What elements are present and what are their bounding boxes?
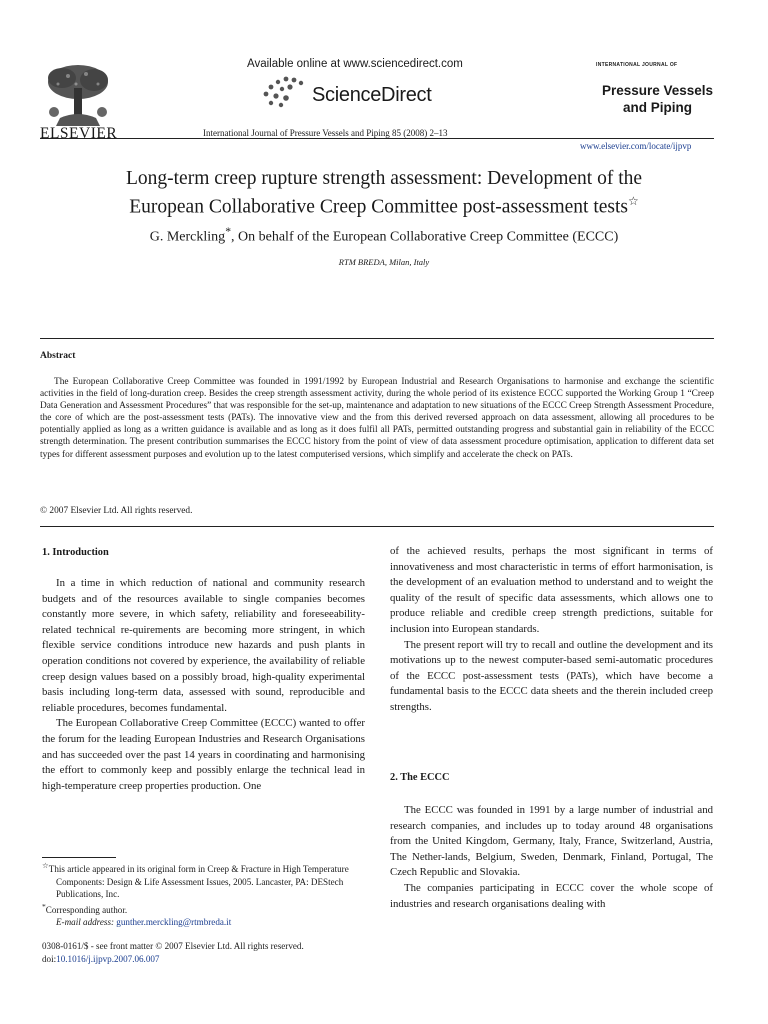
affiliation: RTM BREDA, Milan, Italy [338,257,430,267]
doi-link[interactable]: 10.1016/j.ijpvp.2007.06.007 [56,954,160,964]
journal-citation: International Journal of Pressure Vessels and Piping 85 (2008) 2–13 [203,128,448,138]
intro-paragraph-2: The European Collaborative Creep Committee (ECCC) wanted to offer the forum for the leading European Industries and Research Organisations and has succeeded over the past 14 years in coordinating and harmonising the effort to commonly keep and possibly enlarge the technical lead in high-temperature creep properties production. One [42,717,365,792]
journal-logo-title [600,82,715,116]
intro-paragraph-3: The present report will try to recall and outline the development and its motivations up to the newest computer-based semi-automatic procedures of the ECCC post-assessment tests (PATs), which have become a fundamental basis to the ECCC data sheets and the therein included creep strengths. [390,638,713,713]
title-footnote-mark[interactable]: ☆ [628,194,639,208]
abstract-copyright: © 2007 Elsevier Ltd. All rights reserved. [40,506,193,516]
front-matter [42,940,372,966]
section-heading-introduction: 1. Introduction [42,547,109,558]
email-link[interactable]: gunther.merckling@rtmbreda.it [116,917,232,928]
journal-title-line-1: Pressure Vessels [601,83,714,98]
footnote-1-mark: ☆ [42,861,49,870]
intro-paragraph-1: In a time in which reduction of national and community research budgets and of the resources available to single companies becomes constantly more severe, in which safety, reliability and foreseeability-related technical re-quirements are becoming more stringent, in which flexible service conditions introduce new hazards and push plants in operation conditions not covered by experience, the availability of reliable creep design values based on a possibly broad, high-quality experimental basis including long-term data, assessed with sound, reproducible and reliable procedures, becomes fundamental. [42,577,365,714]
abstract-heading: Abstract [40,351,76,361]
footnote-divider [42,857,116,858]
footnote-1-text: This article appeared in its original form in Creep & Fracture in High Temperature Components: Design & Life Assessment Issues, 2005. Lancaster, PA: DEStech Publications, Inc. [48,864,349,900]
eccc-paragraph-1: The ECCC was founded in 1991 by a large number of industrial and research companies, and includes up to today around 48 organisations from the United Kingdom, Germany, Italy, France, Switzerland, Austria, The Nether-lands, Belgium, Sweden, Denmark, Finland, Portugal, The Czech Republic and Slovakia. [390,804,713,879]
abstract-bottom-divider [40,526,714,527]
author-name: G. Merckling [149,229,226,245]
eccc-paragraph-2: The companies participating in ECCC cover the whole scope of industries and research organisations dealing with [390,881,713,910]
title-line-1: Long-term creep rupture strength assessment: Development of the [125,168,643,189]
elsevier-tree-logo-icon [40,62,116,128]
title-line-2: European Collaborative Creep Committee post-assessment tests [129,196,628,218]
author-affiliation-body: , On behalf of the European Collaborative Creep Committee (ECCC) [231,229,619,245]
right-column-bottom [390,803,713,912]
email-label: E-mail address: [56,917,115,928]
abstract-top-divider [40,338,714,339]
header-divider [40,138,714,139]
sciencedirect-dots-icon [262,74,310,108]
journal-url-link[interactable]: www.elsevier.com/locate/ijpvp [580,141,692,151]
email-line [42,916,372,929]
sciencedirect-wordmark: ScienceDirect [312,84,432,106]
journal-title-line-2: and Piping [623,100,692,115]
right-column-top [390,544,713,716]
intro-continuation: of the achieved results, perhaps the most significant in terms of innovativeness and most characteristic in terms of effort harmonisation, is the development of an evaluation method to understand and to weight the quality of the result of specific data assessments, which allows one to produce reliable and credible creep strength predictions, suitable for inclusion into European standards. [390,545,713,635]
footnote-2-mark: * [42,901,46,911]
front-matter-line: 0308-0161/$ - see front matter © 2007 Elsevier Ltd. All rights reserved. [42,941,304,951]
available-online-text: Available online at www.sciencedirect.com [247,58,463,70]
footnote-2-text: Corresponding author. [45,904,128,915]
author-line [40,225,728,246]
footnotes [42,860,372,929]
footnote-1 [42,860,372,901]
publisher-name: ELSEVIER [40,125,118,142]
section-heading-eccc: 2. The ECCC [390,772,450,783]
footnote-2 [42,901,372,917]
journal-label-small: INTERNATIONAL JOURNAL OF [596,62,678,68]
abstract-text: The European Collaborative Creep Committee was founded in 1991/1992 by European Industrial and Research Organisations to harmonise and exchange the scientific activities in the field of long-duration creep. Besides the creep strength assessment activity, during the whole period of its existence ECCC supported the Working Group 1 “Creep Data Generation and Assessment Procedures” that was responsible for the set-up, maintenance and adaptation to new situations of the ECCC Creep Strength Assessment Procedure, the core of which are the post-assessment tests (PATs). The innovative view and the from this derived reversed approach on data assessment, allowing all procedures to be potentially applied as long as a written guidance is available and as long as it does fulfil all PATs, permitted outstanding progress and substantial gain in reliability of the ECCC strength determination. The present contribution summarises the ECCC history from the point of view of data assessment procedure optimisation, application to different data set types for different assessment purposes and evolution up to the latest computerised versions, which simplify and accelerate the check on PATs. [40,377,714,460]
article-title [40,167,728,219]
doi-line [42,953,372,966]
doi-label: doi: [42,954,57,964]
left-column-body [42,576,365,794]
author-footnote-mark[interactable]: * [225,225,232,238]
